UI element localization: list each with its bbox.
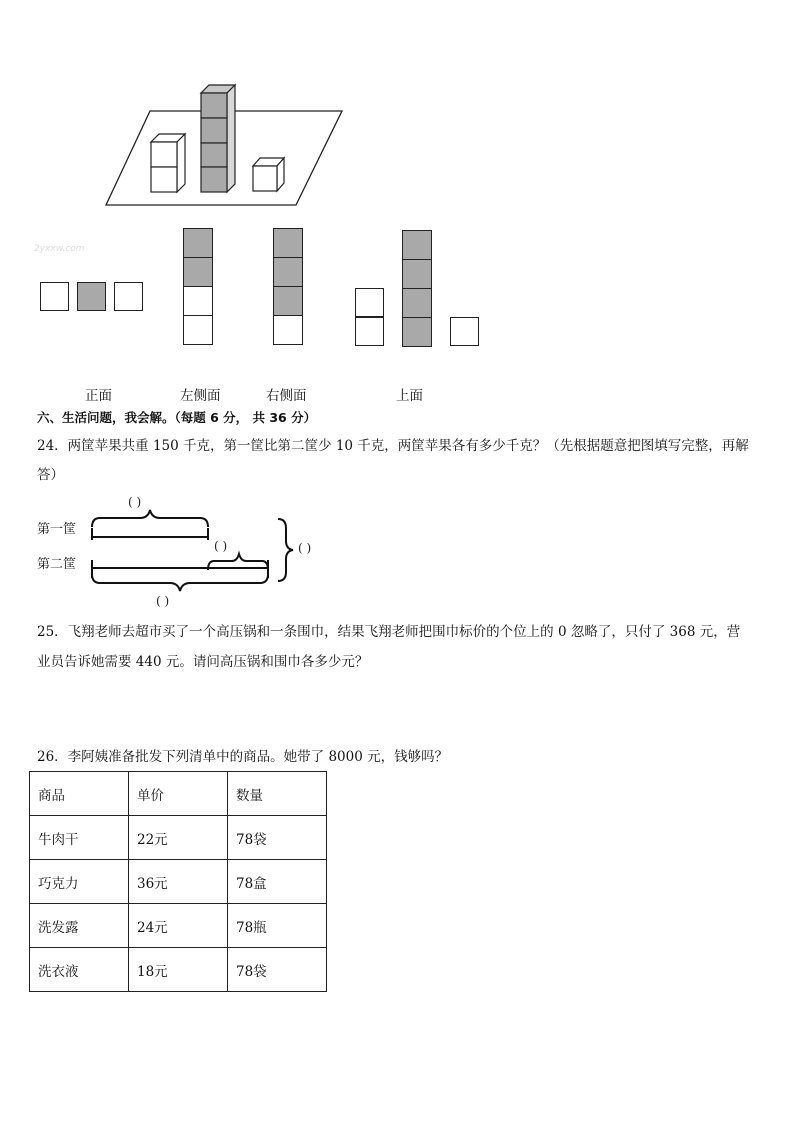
table-cell: 36元: [129, 860, 228, 904]
table-cell: 78盒: [228, 860, 327, 904]
table-header-cell: 数量: [228, 772, 327, 816]
table-row: [30, 948, 327, 992]
table-cell: 78袋: [228, 816, 327, 860]
table-cell: 洗衣液: [30, 948, 129, 992]
question-26-text: 26．李阿姨准备批发下列清单中的商品。她带了 8000 元，钱够吗？: [37, 749, 449, 765]
blank-total: ( ): [298, 541, 312, 555]
view-label-left: 左侧面: [180, 388, 221, 404]
table-cell: 78袋: [228, 948, 327, 992]
table-cell: 巧克力: [30, 860, 129, 904]
section-heading: 六、生活问题，我会解。（每题 6 分， 共 36 分）: [37, 410, 317, 425]
table-row: [30, 904, 327, 948]
blank-second-basket: ( ): [156, 594, 170, 608]
view-label-right: 右侧面: [266, 388, 307, 404]
blank-difference: ( ): [214, 539, 228, 553]
table-cell: 78瓶: [228, 904, 327, 948]
table-row: [30, 860, 327, 904]
view-label-front: 正面: [85, 388, 112, 404]
cube-arrangement-figure: [0, 0, 794, 220]
table-header-cell: 单价: [129, 772, 228, 816]
question-25-text-cont: 业员告诉她需要 440 元。请问高压锅和围巾各多少元？: [37, 654, 369, 670]
diagram-label-second-basket: 第二筐: [37, 557, 77, 572]
question-24-text-cont: 答）: [37, 467, 64, 483]
diagram-label-first-basket: 第一筐: [37, 522, 77, 537]
line-segment-diagram: [0, 490, 400, 620]
table-cell: 洗发露: [30, 904, 129, 948]
product-table: [29, 771, 327, 992]
table-header-row: [30, 772, 327, 816]
table-cell: 24元: [129, 904, 228, 948]
question-25-text: 25．飞翔老师去超市买了一个高压锅和一条围巾，结果飞翔老师把围巾标价的个位上的 0 忽略了，只付了 368 元，营: [37, 624, 741, 640]
table-header-cell: 商品: [30, 772, 129, 816]
table-row: [30, 816, 327, 860]
table-cell: 22元: [129, 816, 228, 860]
watermark-text: 2yxxw.com: [34, 244, 85, 254]
view-label-top: 上面: [396, 388, 423, 404]
table-cell: 牛肉干: [30, 816, 129, 860]
question-24-text: 24．两筐苹果共重 150 千克，第一筐比第二筐少 10 千克，两筐苹果各有多少千克？（先根据题意把图填写完整，再解: [37, 438, 749, 454]
table-cell: 18元: [129, 948, 228, 992]
blank-first-basket: ( ): [128, 495, 142, 509]
